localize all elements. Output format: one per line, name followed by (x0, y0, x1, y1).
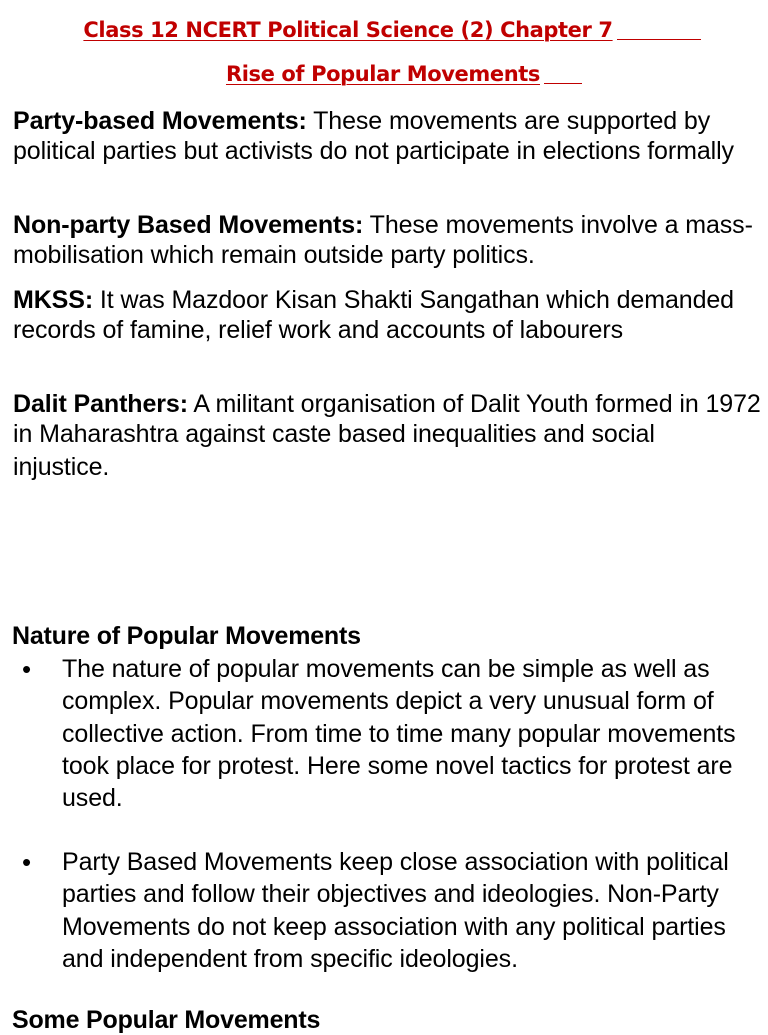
definition-continuation: injustice. (13, 453, 110, 481)
definition-party-based (13, 107, 763, 166)
chapter-title-text: Rise of Popular Movements (225, 62, 540, 86)
list-item-text: The nature of popular movements can be simple as well as complex. Popular movements depict a very unusual form of collective action. From time to time many popular movements took place for protest. Here some novel tactics for protest are used. (62, 655, 736, 813)
document-title (8, 18, 768, 42)
definition-text: A militant organisation of Dalit Youth formed in 1972 in Maharashtra against caste based inequalities and social (13, 390, 761, 448)
section-heading-nature: Nature of Popular Movements (12, 622, 361, 650)
bullet-icon: • (22, 847, 32, 877)
list-item-text: Party Based Movements keep close association with political parties and follow their objectives and ideologies. Non-Party Movements do not keep association with any political parties and independent from specific ideologies. (62, 848, 729, 973)
definition-term: Party-based Movements: (13, 107, 307, 135)
chapter-title-underline (544, 65, 582, 84)
definition-mkss (13, 286, 763, 345)
definition-term: MKSS: (13, 286, 94, 314)
definition-term: Non-party Based Movements: (13, 211, 364, 239)
definition-term: Dalit Panthers: (13, 390, 188, 418)
chapter-title (20, 62, 768, 86)
definition-text: It was Mazdoor Kisan Shakti Sangathan which demanded records of famine, relief work and accounts of labourers (13, 286, 734, 344)
definition-dalit-panthers (13, 390, 763, 483)
definition-non-party-based (13, 211, 763, 270)
title-underline (617, 21, 701, 40)
bullet-icon: • (22, 654, 32, 684)
definition-text: These movements are supported by political parties but activists do not participate in elections formally (13, 107, 734, 165)
document-title-text: Class 12 NCERT Political Science (2) Chapter 7 (83, 18, 613, 42)
definition-text: These movements involve a mass-mobilisation which remain outside party politics. (13, 211, 753, 269)
section-heading-some-popular-movements: Some Popular Movements (12, 1006, 321, 1034)
